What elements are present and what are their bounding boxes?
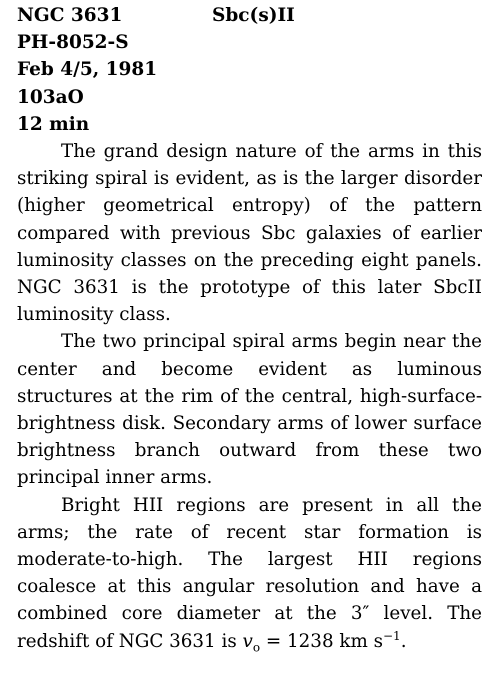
- unit-exponent: −1: [383, 628, 401, 643]
- observation-date: Feb 4/5, 1981: [17, 59, 158, 81]
- description-text: [17, 138, 482, 655]
- velocity-value: = 1238 km s: [260, 630, 383, 652]
- velocity-subscript: o: [252, 640, 261, 655]
- paragraph-1: The grand design nature of the arms in this striking spiral is evident, as is the larger disorder (higher geometrical entropy) of the pattern compared with previous Sbc galaxies of earlier luminosity classes on the preceding eight panels. NGC 3631 is the prototype of this later SbcII luminosity class.: [17, 141, 482, 326]
- paragraph-3-text: Bright HII regions are present in all the arms; the rate of recent star formation is moderate-to-high. The largest HII regions coalesce at this angular resolution and have a combined core diameter at the 3″ level. The redshift of NGC 3631 is: [17, 494, 482, 652]
- exposure-time: 12 min: [17, 113, 90, 135]
- emulsion-type: 103aO: [17, 86, 84, 108]
- velocity-symbol: v: [242, 630, 253, 652]
- sentence-end: .: [400, 630, 407, 652]
- paragraph-2: The two principal spiral arms begin near the center and become evident as luminous structures at the rim of the central, high-surface-brightness disk. Secondary arms of lower surface brightness branch outward from these two principal inner arms.: [17, 331, 482, 489]
- plate-number: PH-8052-S: [17, 32, 129, 54]
- object-name: NGC 3631: [17, 5, 123, 26]
- hubble-type: Sbc(s)II: [212, 5, 295, 26]
- paragraph-3: [17, 492, 482, 655]
